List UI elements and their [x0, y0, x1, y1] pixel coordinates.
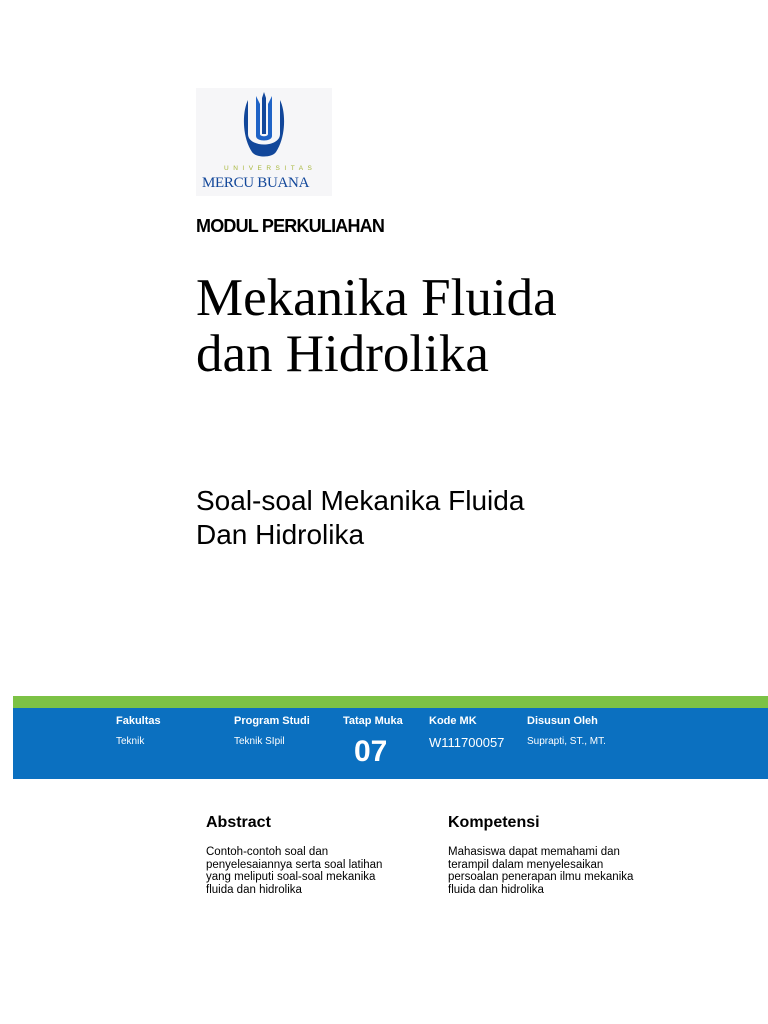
- kode-mk-value: W111700057: [429, 735, 505, 750]
- abstract-line: Contoh-contoh soal dan: [206, 846, 329, 858]
- abstract-heading: Abstract: [206, 814, 271, 831]
- kompetensi-line: fluida dan hidrolika: [448, 883, 544, 896]
- subtitle-line-2: Dan Hidrolika: [196, 519, 365, 550]
- program-studi-value: Teknik SIpil: [234, 736, 285, 747]
- abstract-line: fluida dan hidrolika: [206, 883, 302, 896]
- abstract-line: yang meliputi soal-soal mekanika: [206, 871, 376, 883]
- tatap-muka-label: Tatap Muka: [343, 715, 403, 727]
- abstract-body: [206, 846, 416, 896]
- logo-university-label: UNIVERSITAS: [224, 165, 317, 172]
- kompetensi-line: Mahasiswa dapat memahami dan: [448, 846, 620, 858]
- fakultas-label: Fakultas: [116, 715, 161, 727]
- kompetensi-body: [448, 846, 658, 896]
- university-logo: [196, 88, 332, 196]
- disusun-oleh-value: Suprapti, ST., MT.: [527, 736, 606, 747]
- accent-bar: [13, 696, 768, 708]
- program-studi-label: Program Studi: [234, 715, 310, 727]
- subtitle-line-1: Soal-soal Mekanika Fluida: [196, 485, 525, 516]
- fakultas-value: Teknik: [116, 736, 145, 747]
- kompetensi-heading: Kompetensi: [448, 814, 540, 831]
- mercu-buana-logo-icon: [242, 92, 286, 160]
- logo-name: MERCU BUANA: [202, 175, 310, 191]
- tatap-muka-value: 07: [354, 735, 388, 768]
- disusun-oleh-label: Disusun Oleh: [527, 715, 598, 727]
- modul-label: MODUL PERKULIAHAN: [196, 216, 385, 236]
- kompetensi-line: persoalan penerapan ilmu mekanika: [448, 871, 634, 883]
- title-line-1: Mekanika Fluida: [196, 269, 557, 327]
- info-bar: [13, 708, 768, 779]
- page-subtitle: [196, 484, 524, 552]
- kompetensi-line: terampil dalam menyelesaikan: [448, 858, 604, 871]
- page-title: [196, 270, 557, 382]
- abstract-line: penyelesaiannya serta soal latihan: [206, 858, 383, 871]
- title-line-2: dan Hidrolika: [196, 325, 489, 383]
- kode-mk-label: Kode MK: [429, 715, 477, 727]
